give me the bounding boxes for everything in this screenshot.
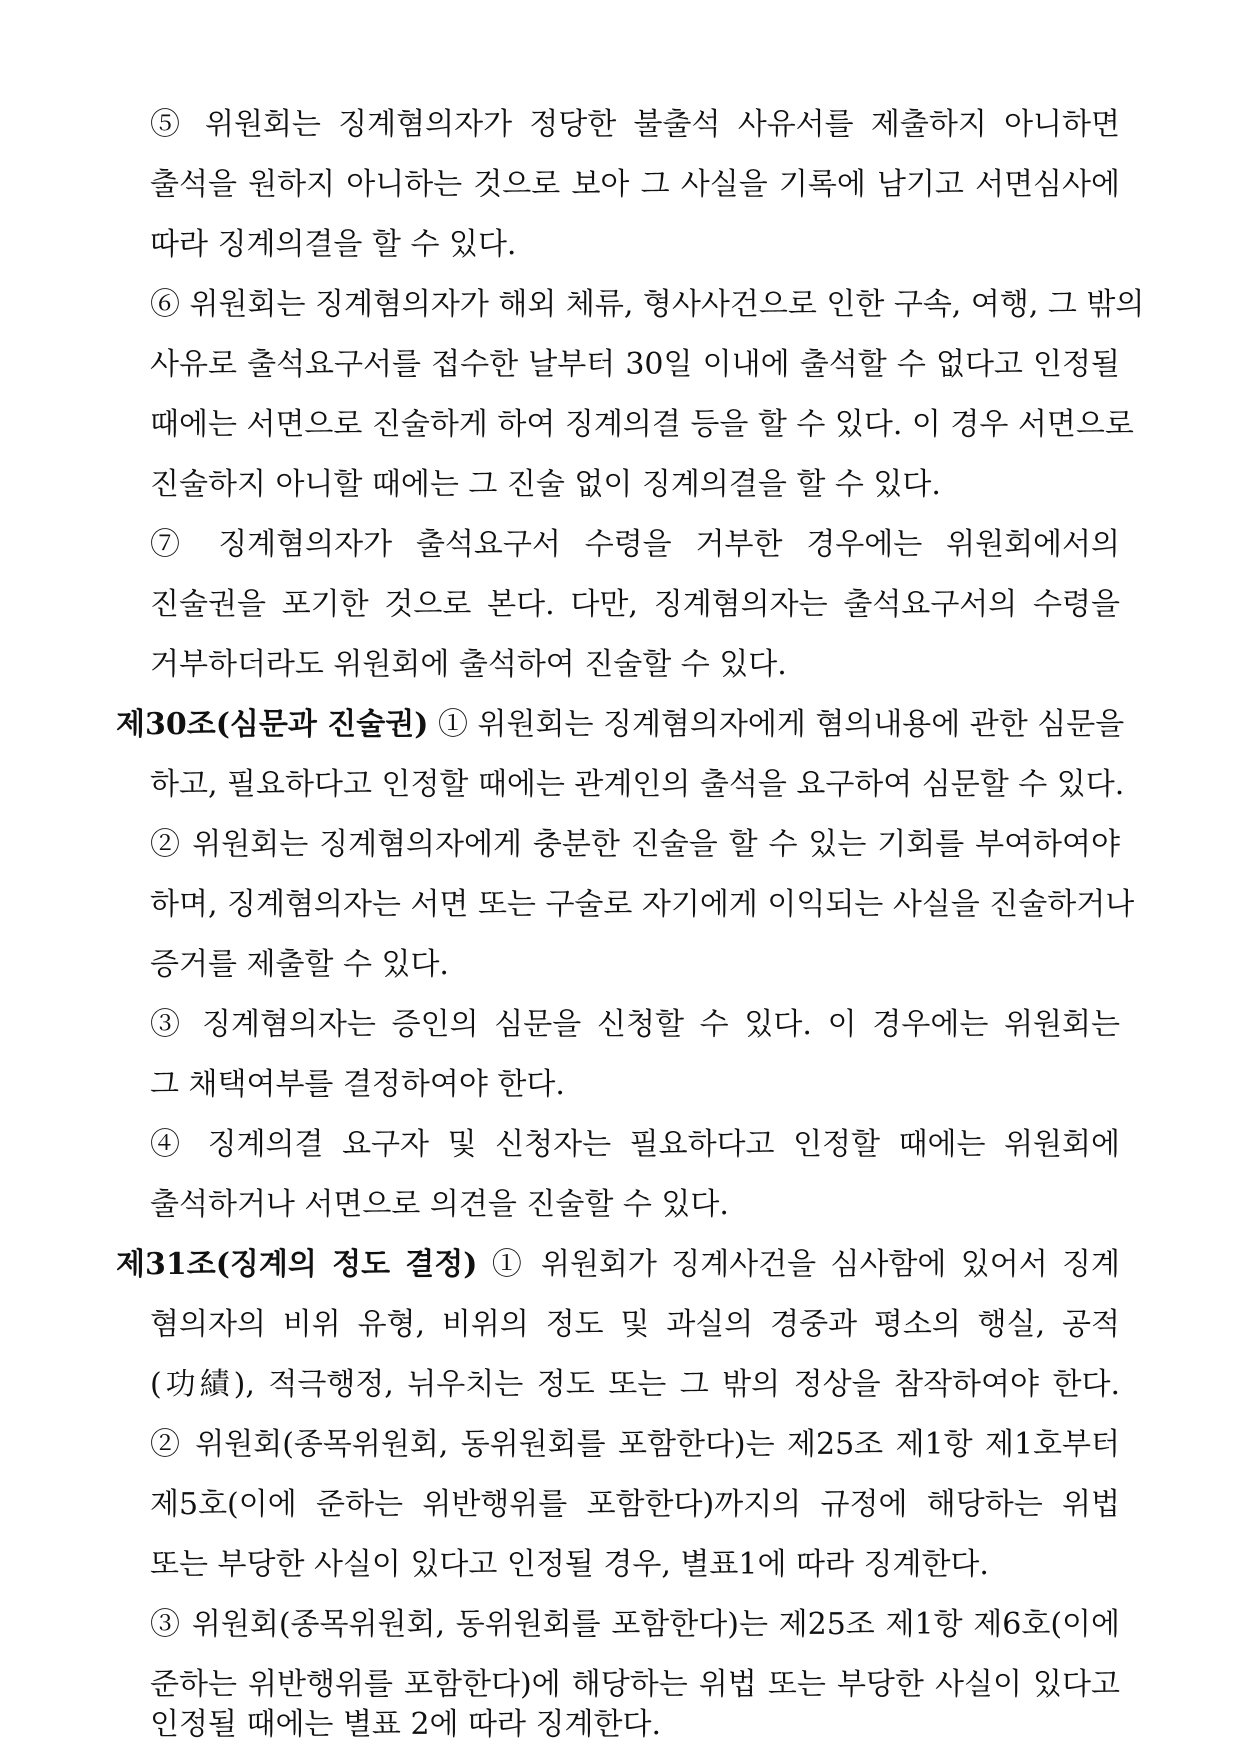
paragraph-line: 그 채택여부를 결정하여야 한다. bbox=[150, 1067, 565, 1102]
paragraph-line: 진술권을 포기한 것으로 본다. 다만, 징계혐의자는 출석요구서의 수령을 bbox=[150, 587, 1120, 622]
paragraph-line: 인정될 때에는 별표 2에 따라 징계한다. bbox=[150, 1707, 662, 1742]
paragraph-line: 제5호(이에 준하는 위반행위를 포함한다)까지의 규정에 해당하는 위법 bbox=[150, 1487, 1120, 1522]
paragraph-line: 또는 부당한 사실이 있다고 인정될 경우, 별표1에 따라 징계한다. bbox=[150, 1547, 989, 1582]
paragraph-line: 증거를 제출할 수 있다. bbox=[150, 947, 449, 982]
paragraph-line: ③ 위원회(종목위원회, 동위원회를 포함한다)는 제25조 제1항 제6호(이에 bbox=[150, 1607, 1120, 1642]
paragraph-line: 하고, 필요하다고 인정할 때에는 관계인의 출석을 요구하여 심문할 수 있다. bbox=[150, 767, 1125, 802]
paragraph-line: ⑥ 위원회는 징계혐의자가 해외 체류, 형사사건으로 인한 구속, 여행, 그 밖의 bbox=[150, 287, 1145, 322]
paragraph-line: ④ 징계의결 요구자 및 신청자는 필요하다고 인정할 때에는 위원회에 bbox=[150, 1127, 1120, 1162]
paragraph-line: (功績), 적극행정, 뉘우치는 정도 또는 그 밖의 정상을 참작하여야 한다. bbox=[150, 1367, 1120, 1402]
article-30-title: 제30조(심문과 진술권) bbox=[116, 707, 429, 742]
paragraph-line: 진술하지 아니할 때에는 그 진술 없이 징계의결을 할 수 있다. bbox=[150, 467, 941, 502]
paragraph-line: 혐의자의 비위 유형, 비위의 정도 및 과실의 경중과 평소의 행실, 공적 bbox=[150, 1307, 1120, 1342]
paragraph-line: 거부하더라도 위원회에 출석하여 진술할 수 있다. bbox=[150, 647, 787, 682]
article-30-clause-1-start: ① 위원회는 징계혐의자에게 혐의내용에 관한 심문을 bbox=[437, 707, 1125, 742]
paragraph-line: 때에는 서면으로 진술하게 하여 징계의결 등을 할 수 있다. 이 경우 서면으로 bbox=[150, 407, 1134, 442]
paragraph-line: ② 위원회는 징계혐의자에게 충분한 진술을 할 수 있는 기회를 부여하여야 bbox=[150, 827, 1120, 862]
paragraph-line: 출석을 원하지 아니하는 것으로 보아 그 사실을 기록에 남기고 서면심사에 bbox=[150, 167, 1120, 202]
paragraph-line: ⑤ 위원회는 징계혐의자가 정당한 불출석 사유서를 제출하지 아니하면 bbox=[150, 107, 1120, 142]
article-31-heading-line bbox=[116, 1240, 1120, 1290]
article-30-heading-line bbox=[116, 700, 1125, 750]
paragraph-line: 하며, 징계혐의자는 서면 또는 구술로 자기에게 이익되는 사실을 진술하거나 bbox=[150, 887, 1135, 922]
paragraph-line: ③ 징계혐의자는 증인의 심문을 신청할 수 있다. 이 경우에는 위원회는 bbox=[150, 1007, 1120, 1042]
paragraph-line: 출석하거나 서면으로 의견을 진술할 수 있다. bbox=[150, 1187, 729, 1222]
article-31-clause-1-start: ① 위원회가 징계사건을 심사함에 있어서 징계 bbox=[491, 1247, 1120, 1282]
paragraph-line: 사유로 출석요구서를 접수한 날부터 30일 이내에 출석할 수 없다고 인정될 bbox=[150, 347, 1120, 382]
paragraph-line: 준하는 위반행위를 포함한다)에 해당하는 위법 또는 부당한 사실이 있다고 bbox=[150, 1667, 1120, 1702]
paragraph-line: 따라 징계의결을 할 수 있다. bbox=[150, 227, 517, 262]
article-31-title: 제31조(징계의 정도 결정) bbox=[116, 1247, 478, 1282]
paragraph-line: ② 위원회(종목위원회, 동위원회를 포함한다)는 제25조 제1항 제1호부터 bbox=[150, 1427, 1120, 1462]
paragraph-line: ⑦ 징계혐의자가 출석요구서 수령을 거부한 경우에는 위원회에서의 bbox=[150, 527, 1120, 562]
